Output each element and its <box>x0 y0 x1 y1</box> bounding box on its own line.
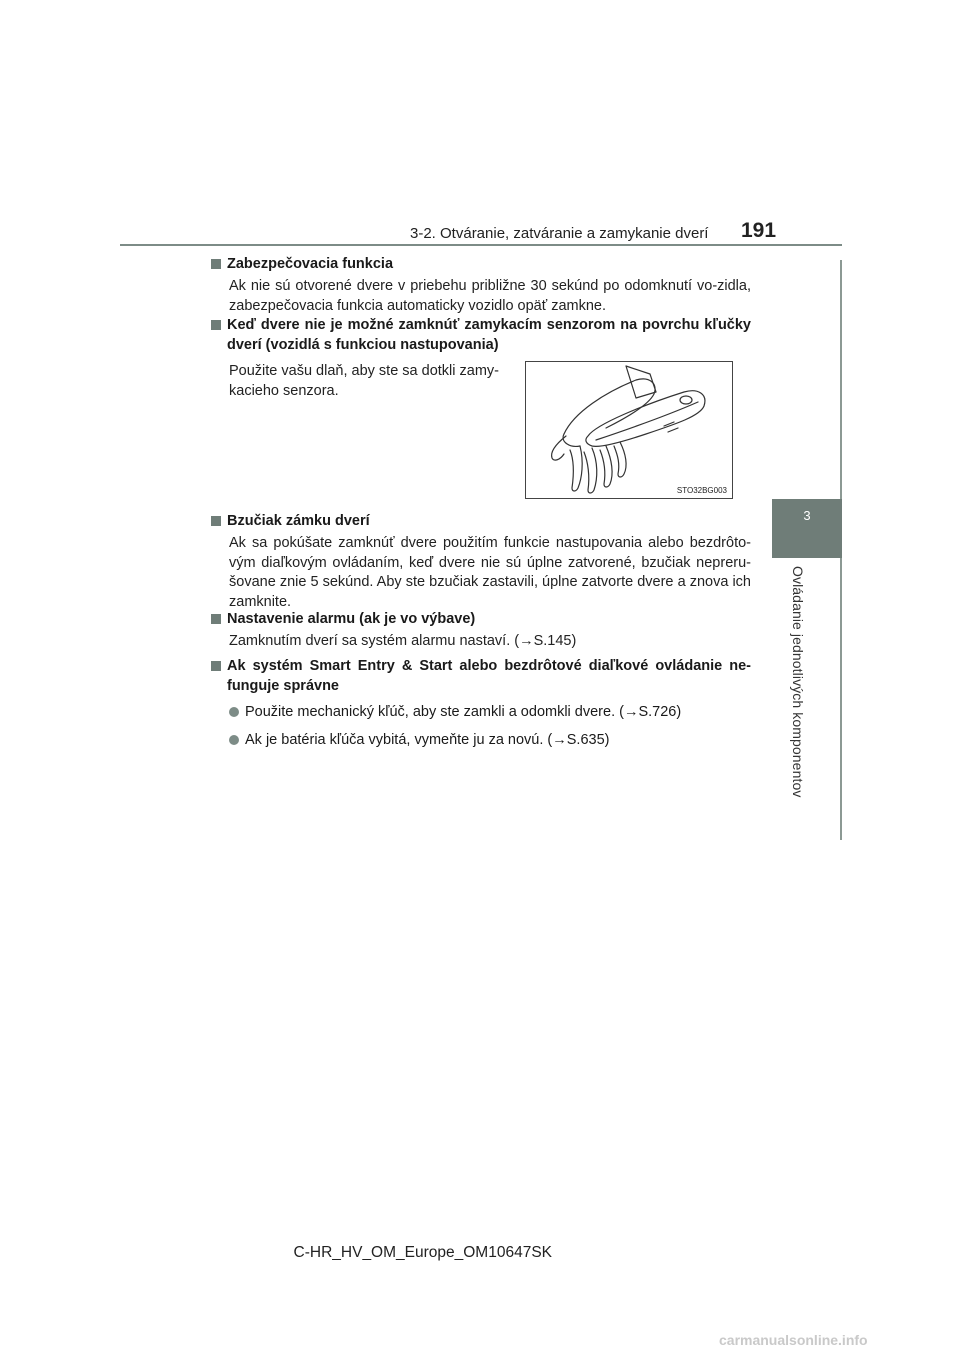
section-lock-sensor <box>211 315 751 355</box>
section-heading: Bzučiak zámku dverí <box>227 513 370 529</box>
section-security-function <box>211 254 751 316</box>
circle-bullet-icon <box>229 735 239 745</box>
section-body: Použite vašu dlaň, aby ste sa dotkli zamy-kacieho senzora. <box>229 363 499 399</box>
section-body: Ak sa pokúšate zamknúť dvere použitím funkcie nastupovania alebo bezdrôto-vým diaľkovým ovládaním, keď dvere nie sú úplne zatvorené, bzučiak nepreru-šovane znie 5 sekúnd. Aby ste bzučiak zastavili, úplne zatvorte dvere a znova ich zamknite. <box>229 535 751 610</box>
page-number: 191 <box>741 219 777 242</box>
list-item <box>211 703 751 723</box>
section-heading: Zabezpečovacia funkcia <box>227 256 394 272</box>
chapter-tab <box>772 499 842 558</box>
square-bullet-icon <box>211 661 221 671</box>
figure-hand-on-door-handle <box>525 361 733 499</box>
section-heading: Ak systém Smart Entry & Start alebo bezdrôtové diaľkové ovládanie ne-funguje správne <box>227 658 751 694</box>
square-bullet-icon <box>211 614 221 624</box>
section-smart-entry-malfunction <box>211 656 751 750</box>
hand-on-handle-illustration <box>526 362 732 498</box>
chapter-number: 3 <box>803 508 811 523</box>
square-bullet-icon <box>211 320 221 330</box>
chapter-label: Ovládanie jednotlivých komponentov <box>790 566 806 798</box>
square-bullet-icon <box>211 516 221 526</box>
list-item <box>211 731 751 751</box>
section-heading: Nastavenie alarmu (ak je vo výbave) <box>227 611 476 627</box>
section-alarm-setting <box>211 609 751 652</box>
page-header-title: 3-2. Otváranie, zatváranie a zamykanie dverí <box>410 225 709 242</box>
section-body: Ak nie sú otvorené dvere v priebehu približne 30 sekúnd po odomknutí vo-zidla, zabezpečovacia funkcia automaticky vozidlo opäť zamkne. <box>229 278 751 314</box>
header-divider <box>120 244 842 246</box>
section-heading: Keď dvere nie je možné zamknúť zamykacím senzorom na povrchu kľučky dverí (vozidlá s funkciou nastupovania) <box>227 317 751 353</box>
footer-document-id: C-HR_HV_OM_Europe_OM10647SK <box>293 1244 552 1261</box>
figure-code: STO32BG003 <box>676 486 727 495</box>
watermark: carmanualsonline.info <box>719 1332 868 1348</box>
square-bullet-icon <box>211 259 221 269</box>
section-door-buzzer <box>211 511 751 612</box>
list-item-text: Použite mechanický kľúč, aby ste zamkli a odomkli dvere. (→S.726) <box>245 704 682 720</box>
circle-bullet-icon <box>229 707 239 717</box>
list-item-text: Ak je batéria kľúča vybitá, vymeňte ju za novú. (→S.635) <box>245 731 610 748</box>
section-body: Zamknutím dverí sa systém alarmu nastaví. (→S.145) <box>229 633 577 649</box>
